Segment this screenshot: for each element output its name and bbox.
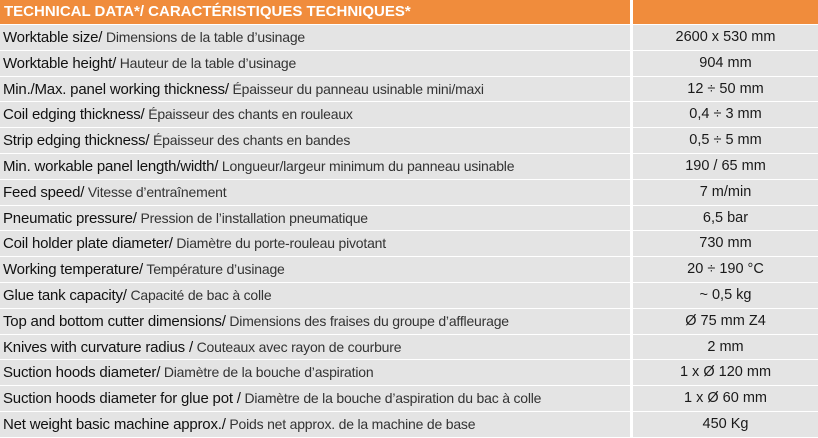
spec-label (0, 335, 630, 360)
spec-value: 450 Kg (633, 412, 818, 437)
spec-value: 1 x Ø 60 mm (633, 386, 818, 411)
spec-label (0, 102, 630, 127)
spec-label-en: Glue tank capacity/ (3, 286, 127, 304)
spec-value: ~ 0,5 kg (633, 283, 818, 308)
spec-label-en: Strip edging thickness/ (3, 132, 150, 150)
spec-value: 730 mm (633, 231, 818, 256)
spec-value: 0,4 ÷ 3 mm (633, 102, 818, 127)
spec-label (0, 154, 630, 179)
table-row (0, 256, 818, 282)
spec-label (0, 51, 630, 76)
spec-label-fr: Longueur/largeur minimum du panneau usinable (218, 157, 515, 174)
table-row (0, 101, 818, 127)
table-row (0, 411, 818, 437)
spec-label-en: Worktable size/ (3, 29, 103, 46)
spec-label-en: Knives with curvature radius / (3, 338, 193, 356)
spec-label-fr: Épaisseur des chants en bandes (149, 132, 351, 149)
spec-label (0, 180, 630, 205)
table-row (0, 334, 818, 360)
spec-label-fr: Diamètre de la bouche d’aspiration du bac à colle (240, 390, 542, 407)
spec-label (0, 412, 630, 437)
spec-value: 7 m/min (633, 180, 818, 205)
spec-label (0, 386, 630, 411)
table-row (0, 127, 818, 153)
spec-label-fr: Dimensions des fraises du groupe d’affleurage (225, 312, 509, 329)
spec-label-en: Feed speed/ (3, 183, 85, 201)
spec-label (0, 283, 630, 308)
spec-label-en: Suction hoods diameter/ (3, 364, 161, 382)
spec-value: 6,5 bar (633, 206, 818, 231)
table-row (0, 205, 818, 231)
spec-label-fr: Vitesse d’entraînement (84, 183, 227, 200)
spec-value: 2600 x 530 mm (633, 25, 818, 50)
table-title: TECHNICAL DATA*/ CARACTÉRISTIQUES TECHNIQUES* (0, 0, 630, 24)
spec-value: Ø 75 mm Z4 (633, 309, 818, 334)
spec-label-en: Coil edging thickness/ (3, 106, 145, 124)
table-row (0, 308, 818, 334)
table-row (0, 153, 818, 179)
spec-label-fr: Capacité de bac à colle (126, 286, 272, 303)
spec-value: 190 / 65 mm (633, 154, 818, 179)
table-row (0, 179, 818, 205)
spec-value: 1 x Ø 120 mm (633, 360, 818, 385)
spec-label-fr: Pression de l’installation pneumatique (136, 209, 368, 226)
table-header (0, 0, 818, 24)
table-row (0, 282, 818, 308)
table-row (0, 230, 818, 256)
spec-value: 904 mm (633, 51, 818, 76)
spec-label (0, 360, 630, 385)
spec-label (0, 206, 630, 231)
spec-label (0, 309, 630, 334)
spec-label (0, 257, 630, 282)
spec-value: 2 mm (633, 335, 818, 360)
spec-label-fr: Épaisseur du panneau usinable mini/maxi (228, 80, 484, 97)
spec-label (0, 231, 630, 256)
table-row (0, 24, 818, 50)
spec-label-en: Working temperature/ (3, 261, 143, 279)
spec-label-fr: Température d’usinage (142, 261, 285, 278)
header-value-cell (633, 0, 818, 24)
table-body (0, 24, 818, 437)
table-row (0, 76, 818, 102)
spec-label-en: Worktable height/ (3, 54, 117, 72)
spec-label-fr: Hauteur de la table d’usinage (116, 54, 297, 71)
spec-label-fr: Diamètre de la bouche d’aspiration (160, 364, 374, 381)
spec-value: 20 ÷ 190 °C (633, 257, 818, 282)
spec-value: 12 ÷ 50 mm (633, 77, 818, 102)
spec-label (0, 77, 630, 102)
spec-label-en: Net weight basic machine approx./ (3, 415, 226, 433)
spec-label-fr: Diamètre du porte-rouleau pivotant (172, 235, 386, 252)
spec-label-en: Coil holder plate diameter/ (3, 235, 173, 253)
spec-label-fr: Dimensions de la table d’usinage (102, 29, 306, 45)
spec-value: 0,5 ÷ 5 mm (633, 128, 818, 153)
spec-label-fr: Couteaux avec rayon de courbure (192, 338, 402, 355)
spec-label-en: Top and bottom cutter dimensions/ (3, 312, 226, 330)
spec-label-fr: Épaisseur des chants en rouleaux (144, 106, 353, 123)
table-row (0, 50, 818, 76)
spec-label-en: Pneumatic pressure/ (3, 209, 137, 227)
spec-label-en: Min./Max. panel working thickness/ (3, 80, 229, 98)
spec-label-fr: Poids net approx. de la machine de base (225, 415, 476, 432)
spec-label-en: Min. workable panel length/width/ (3, 157, 219, 175)
table-row (0, 359, 818, 385)
spec-label-en: Suction hoods diameter for glue pot / (3, 390, 241, 408)
spec-label (0, 128, 630, 153)
table-row (0, 385, 818, 411)
spec-label (0, 25, 630, 50)
